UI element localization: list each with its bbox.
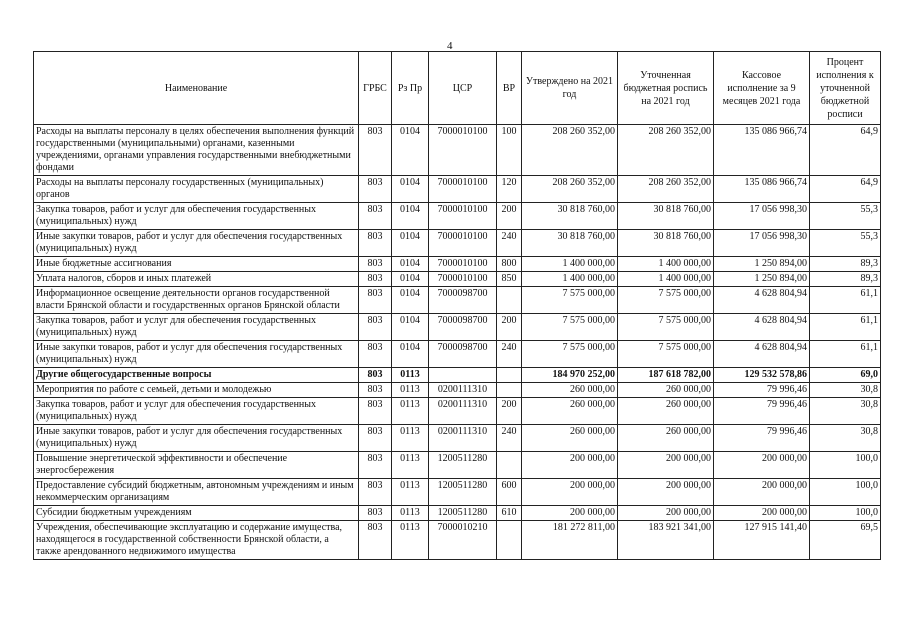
row-name: Расходы на выплаты персоналу государственных (муниципальных) органов — [34, 176, 359, 203]
budget-table — [33, 51, 881, 560]
row-name: Учреждения, обеспечивающие эксплуатацию и содержание имущества, находящегося в государственной собственности Брянской области, а также арендованного недвижимого имущества — [34, 521, 359, 560]
row-vr: 240 — [497, 341, 522, 368]
row-name: Иные закупки товаров, работ и услуг для обеспечения государственных (муниципальных) нужд — [34, 425, 359, 452]
row-refined: 7 575 000,00 — [618, 287, 714, 314]
table-row — [34, 176, 881, 203]
row-grbs: 803 — [359, 176, 392, 203]
header-cash: Кассовое исполнение за 9 месяцев 2021 года — [714, 52, 810, 125]
table-row — [34, 341, 881, 368]
row-name: Повышение энергетической эффективности и обеспечение энергосбережения — [34, 452, 359, 479]
table-row — [34, 383, 881, 398]
row-cash: 4 628 804,94 — [714, 341, 810, 368]
row-rzpr: 0104 — [392, 314, 429, 341]
row-percent: 30,8 — [810, 383, 881, 398]
row-csr: 0200111310 — [429, 425, 497, 452]
row-approved: 208 260 352,00 — [522, 176, 618, 203]
row-csr: 7000010100 — [429, 203, 497, 230]
row-name: Иные закупки товаров, работ и услуг для обеспечения государственных (муниципальных) нужд — [34, 230, 359, 257]
row-refined: 30 818 760,00 — [618, 203, 714, 230]
row-cash: 200 000,00 — [714, 479, 810, 506]
table-row — [34, 203, 881, 230]
row-vr: 850 — [497, 272, 522, 287]
table-row — [34, 314, 881, 341]
row-rzpr: 0113 — [392, 398, 429, 425]
row-grbs: 803 — [359, 230, 392, 257]
header-percent: Процент исполнения к уточненной бюджетной росписи — [810, 52, 881, 125]
header-approved: Утверждено на 2021 год — [522, 52, 618, 125]
row-csr — [429, 368, 497, 383]
row-approved: 200 000,00 — [522, 506, 618, 521]
row-approved: 7 575 000,00 — [522, 341, 618, 368]
row-refined: 200 000,00 — [618, 452, 714, 479]
table-row — [34, 368, 881, 383]
row-refined: 200 000,00 — [618, 506, 714, 521]
row-csr: 7000010100 — [429, 230, 497, 257]
row-refined: 208 260 352,00 — [618, 125, 714, 176]
row-cash: 79 996,46 — [714, 398, 810, 425]
row-refined: 1 400 000,00 — [618, 257, 714, 272]
row-vr — [497, 452, 522, 479]
row-refined: 1 400 000,00 — [618, 272, 714, 287]
row-csr: 7000010100 — [429, 176, 497, 203]
row-rzpr: 0113 — [392, 506, 429, 521]
table-row — [34, 479, 881, 506]
row-approved: 200 000,00 — [522, 452, 618, 479]
row-refined: 7 575 000,00 — [618, 341, 714, 368]
row-approved: 1 400 000,00 — [522, 257, 618, 272]
row-cash: 200 000,00 — [714, 452, 810, 479]
row-refined: 260 000,00 — [618, 383, 714, 398]
row-csr: 7000010100 — [429, 125, 497, 176]
row-approved: 30 818 760,00 — [522, 203, 618, 230]
row-cash: 79 996,46 — [714, 383, 810, 398]
row-grbs: 803 — [359, 341, 392, 368]
table-header-row — [34, 52, 881, 125]
row-percent: 61,1 — [810, 341, 881, 368]
row-percent: 100,0 — [810, 452, 881, 479]
row-vr: 600 — [497, 479, 522, 506]
table-row — [34, 398, 881, 425]
row-csr: 7000098700 — [429, 341, 497, 368]
header-csr: ЦСР — [429, 52, 497, 125]
row-grbs: 803 — [359, 314, 392, 341]
row-approved: 260 000,00 — [522, 383, 618, 398]
row-csr: 7000098700 — [429, 287, 497, 314]
row-approved: 1 400 000,00 — [522, 272, 618, 287]
row-grbs: 803 — [359, 425, 392, 452]
row-cash: 1 250 894,00 — [714, 272, 810, 287]
row-vr — [497, 287, 522, 314]
row-vr — [497, 368, 522, 383]
row-csr: 7000098700 — [429, 314, 497, 341]
table-row — [34, 452, 881, 479]
row-csr: 7000010100 — [429, 272, 497, 287]
table-row — [34, 230, 881, 257]
header-name: Наименование — [34, 52, 359, 125]
row-approved: 260 000,00 — [522, 398, 618, 425]
row-csr: 7000010210 — [429, 521, 497, 560]
row-rzpr: 0113 — [392, 479, 429, 506]
row-percent: 89,3 — [810, 257, 881, 272]
row-grbs: 803 — [359, 203, 392, 230]
table-row — [34, 287, 881, 314]
row-approved: 260 000,00 — [522, 425, 618, 452]
row-name: Закупка товаров, работ и услуг для обеспечения государственных (муниципальных) нужд — [34, 203, 359, 230]
row-cash: 200 000,00 — [714, 506, 810, 521]
row-name: Информационное освещение деятельности органов государственной власти Брянской области и государственных органов Брянской области — [34, 287, 359, 314]
row-approved: 30 818 760,00 — [522, 230, 618, 257]
row-cash: 17 056 998,30 — [714, 203, 810, 230]
row-cash: 135 086 966,74 — [714, 176, 810, 203]
page-number: 4 — [447, 40, 453, 52]
row-vr: 240 — [497, 425, 522, 452]
row-name: Иные закупки товаров, работ и услуг для обеспечения государственных (муниципальных) нужд — [34, 341, 359, 368]
row-refined: 260 000,00 — [618, 425, 714, 452]
row-rzpr: 0104 — [392, 341, 429, 368]
row-cash: 4 628 804,94 — [714, 314, 810, 341]
row-grbs: 803 — [359, 479, 392, 506]
row-percent: 61,1 — [810, 314, 881, 341]
row-csr: 1200511280 — [429, 479, 497, 506]
row-csr: 0200111310 — [429, 398, 497, 425]
row-refined: 7 575 000,00 — [618, 314, 714, 341]
row-rzpr: 0113 — [392, 425, 429, 452]
row-cash: 17 056 998,30 — [714, 230, 810, 257]
row-refined: 30 818 760,00 — [618, 230, 714, 257]
row-percent: 64,9 — [810, 176, 881, 203]
row-refined: 260 000,00 — [618, 398, 714, 425]
row-percent: 100,0 — [810, 479, 881, 506]
row-vr — [497, 521, 522, 560]
row-vr: 120 — [497, 176, 522, 203]
row-percent: 55,3 — [810, 203, 881, 230]
row-approved: 208 260 352,00 — [522, 125, 618, 176]
row-percent: 64,9 — [810, 125, 881, 176]
row-rzpr: 0104 — [392, 125, 429, 176]
row-percent: 100,0 — [810, 506, 881, 521]
table-row — [34, 257, 881, 272]
row-cash: 135 086 966,74 — [714, 125, 810, 176]
row-name: Субсидии бюджетным учреждениям — [34, 506, 359, 521]
row-cash: 1 250 894,00 — [714, 257, 810, 272]
header-rzpr: Рз Пр — [392, 52, 429, 125]
row-name: Закупка товаров, работ и услуг для обеспечения государственных (муниципальных) нужд — [34, 398, 359, 425]
row-approved: 181 272 811,00 — [522, 521, 618, 560]
table-row — [34, 125, 881, 176]
row-csr: 1200511280 — [429, 452, 497, 479]
row-name: Закупка товаров, работ и услуг для обеспечения государственных (муниципальных) нужд — [34, 314, 359, 341]
row-vr: 610 — [497, 506, 522, 521]
row-grbs: 803 — [359, 287, 392, 314]
table-row — [34, 425, 881, 452]
header-vr: ВР — [497, 52, 522, 125]
row-grbs: 803 — [359, 452, 392, 479]
row-approved: 200 000,00 — [522, 479, 618, 506]
row-vr: 200 — [497, 398, 522, 425]
row-name: Иные бюджетные ассигнования — [34, 257, 359, 272]
row-percent: 69,5 — [810, 521, 881, 560]
row-vr: 200 — [497, 314, 522, 341]
row-vr: 100 — [497, 125, 522, 176]
row-name: Мероприятия по работе с семьей, детьми и молодежью — [34, 383, 359, 398]
row-refined: 187 618 782,00 — [618, 368, 714, 383]
row-cash: 4 628 804,94 — [714, 287, 810, 314]
row-rzpr: 0104 — [392, 176, 429, 203]
table-row — [34, 272, 881, 287]
header-grbs: ГРБС — [359, 52, 392, 125]
row-refined: 208 260 352,00 — [618, 176, 714, 203]
row-name: Расходы на выплаты персоналу в целях обеспечения выполнения функций государственными (муниципальными) органами, казенными учреждениями, органами управления государственными внебюджетными фондами — [34, 125, 359, 176]
row-percent: 55,3 — [810, 230, 881, 257]
row-grbs: 803 — [359, 506, 392, 521]
row-rzpr: 0104 — [392, 203, 429, 230]
row-approved: 7 575 000,00 — [522, 287, 618, 314]
row-cash: 79 996,46 — [714, 425, 810, 452]
row-rzpr: 0113 — [392, 383, 429, 398]
row-name: Другие общегосударственные вопросы — [34, 368, 359, 383]
row-name: Предоставление субсидий бюджетным, автономным учреждениям и иным некоммерческим организациям — [34, 479, 359, 506]
row-percent: 30,8 — [810, 425, 881, 452]
header-refined: Уточненная бюджетная роспись на 2021 год — [618, 52, 714, 125]
row-csr: 0200111310 — [429, 383, 497, 398]
row-refined: 200 000,00 — [618, 479, 714, 506]
row-rzpr: 0113 — [392, 452, 429, 479]
row-grbs: 803 — [359, 521, 392, 560]
row-grbs: 803 — [359, 257, 392, 272]
row-grbs: 803 — [359, 272, 392, 287]
row-vr: 200 — [497, 203, 522, 230]
row-grbs: 803 — [359, 368, 392, 383]
row-vr: 800 — [497, 257, 522, 272]
row-approved: 184 970 252,00 — [522, 368, 618, 383]
row-approved: 7 575 000,00 — [522, 314, 618, 341]
row-csr: 7000010100 — [429, 257, 497, 272]
row-percent: 61,1 — [810, 287, 881, 314]
row-rzpr: 0104 — [392, 257, 429, 272]
row-rzpr: 0113 — [392, 521, 429, 560]
row-percent: 30,8 — [810, 398, 881, 425]
row-vr: 240 — [497, 230, 522, 257]
row-grbs: 803 — [359, 125, 392, 176]
row-vr — [497, 383, 522, 398]
row-rzpr: 0113 — [392, 368, 429, 383]
row-name: Уплата налогов, сборов и иных платежей — [34, 272, 359, 287]
row-refined: 183 921 341,00 — [618, 521, 714, 560]
row-cash: 129 532 578,86 — [714, 368, 810, 383]
row-csr: 1200511280 — [429, 506, 497, 521]
row-rzpr: 0104 — [392, 287, 429, 314]
row-grbs: 803 — [359, 383, 392, 398]
table-body — [34, 125, 881, 560]
row-rzpr: 0104 — [392, 272, 429, 287]
table-row — [34, 521, 881, 560]
row-rzpr: 0104 — [392, 230, 429, 257]
row-cash: 127 915 141,40 — [714, 521, 810, 560]
row-percent: 69,0 — [810, 368, 881, 383]
row-grbs: 803 — [359, 398, 392, 425]
table-row — [34, 506, 881, 521]
row-percent: 89,3 — [810, 272, 881, 287]
